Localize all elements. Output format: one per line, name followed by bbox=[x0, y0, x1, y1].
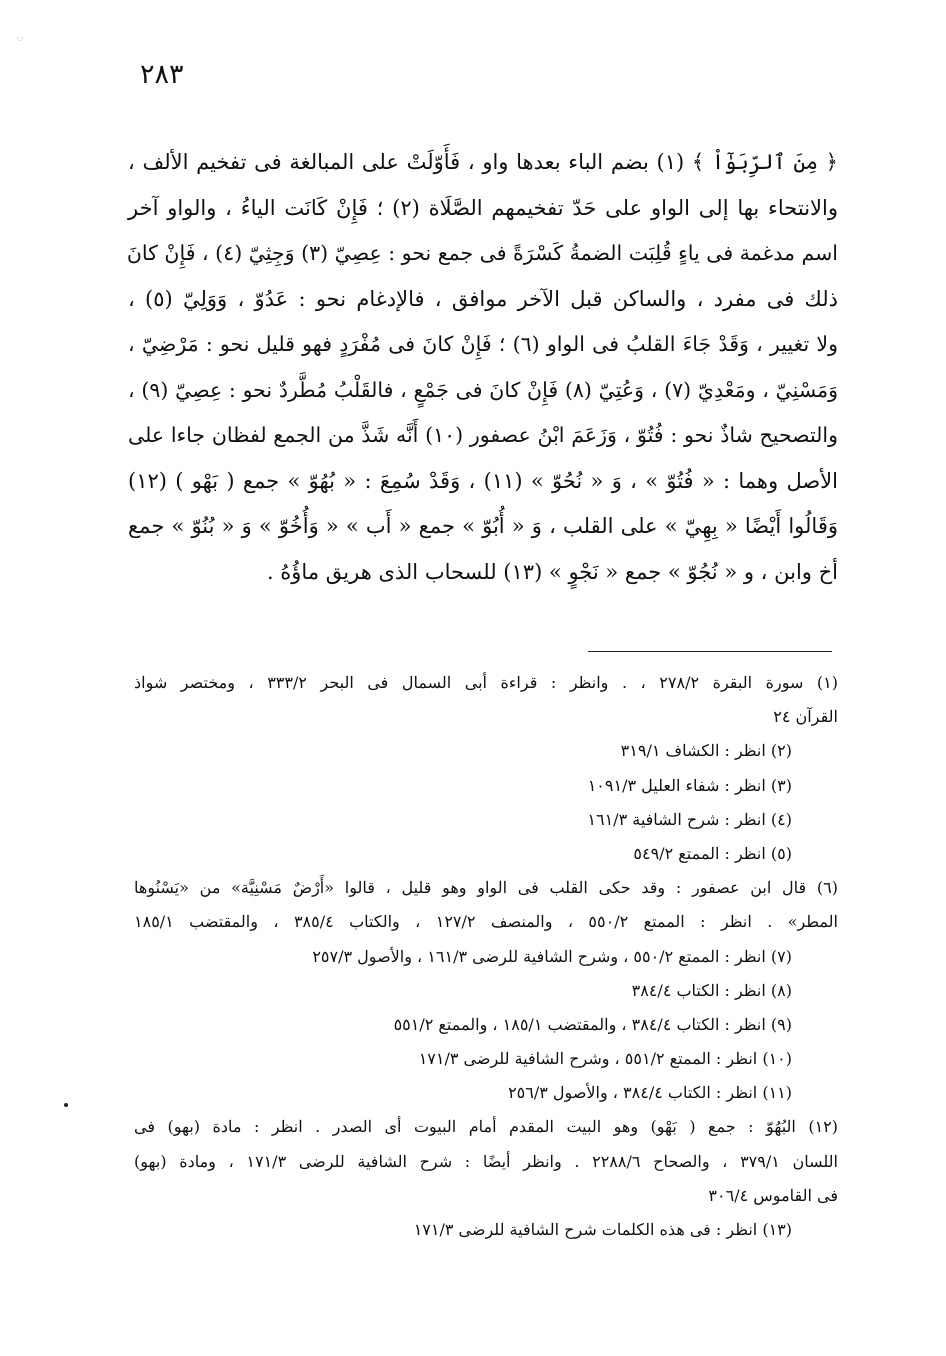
footnote-4: (٤) انظر : شرح الشافية ١٦١/٣ bbox=[587, 809, 792, 829]
footnote-10: (١٠) انظر : الممتع ٥٥١/٢ ، وشرح الشافية للرضى ١٧١/٣ bbox=[418, 1049, 792, 1069]
body-line-5: ولا تغيير ، وَقَدْ جَاءَ القلبُ فى الواو (٦) ؛ فَإِنْ كانَ فى مُفْرَدٍ فهو قليل نحو : مَرْضِيّ ، bbox=[128, 332, 838, 356]
footnote-9: (٩) انظر : الكتاب ٣٨٤/٤ ، والمقتضب ١٨٥/١ ، والممتع ٥٥١/٢ bbox=[393, 1014, 792, 1034]
main-text-body bbox=[128, 140, 838, 595]
body-line-3: اسم مدغمة فى ياءٍ قُلِبَت الضمةُ كَسْرَةً فى جمع نحو : عِصِيّ (٣) وَجِثِيّ (٤) ، فَإِنْ كانَ bbox=[126, 241, 838, 265]
body-line-2: والانتحاء بها إلى الواو على حَدّ تفخيمهم الصَّلَاة (٢) ؛ فَإِنْ كَانَت الياءُ ، والواو آخر bbox=[128, 195, 838, 220]
footnote-1-continuation: القرآن ٢٤ bbox=[773, 707, 838, 727]
footnote-2: (٢) انظر : الكشاف ٣١٩/١ bbox=[620, 741, 792, 761]
footnote-8: (٨) انظر : الكتاب ٣٨٤/٤ bbox=[631, 980, 792, 1000]
body-line-4: ذلك فى مفرد ، والساكن قبل الآخر موافق ، فالإدغام نحو : عَدُوّ ، وَوَلِيّ (٥) ، bbox=[128, 286, 838, 311]
footnote-3: (٣) انظر : شفاء العليل ١٠٩١/٣ bbox=[587, 775, 792, 795]
body-line-8: الأصل وهما : « فُتُوّ » ، وَ « نُحُوّ » (١١) ، وَقَدْ سُمِعَ : « بُهُوّ » جمع ( بَهْو ) (١٢) bbox=[128, 468, 838, 493]
body-line-10: أخ وابن ، و « نُجُوّ » جمع « نَجْوٍ » (١٣) للسحاب الذى هريق ماؤُهُ . bbox=[266, 559, 838, 584]
margin-dot bbox=[64, 1103, 68, 1107]
footnote-12-continuation: اللسان ٣٧٩/١ ، والصحاح ٢٢٨٨/٦ . وانظر أيضًا : شرح الشافية للرضى ١٧١/٣ ، ومادة (بهو) bbox=[134, 1151, 838, 1171]
body-line-1: ﴿ مِنَ ٱلرِّبَوٰٓاْ ﴾ (١) بضم الباء بعدها واو ، فَأَوّلَتْ على المبالغة فى تفخيم الألف ، bbox=[128, 150, 838, 174]
footnote-11: (١١) انظر : الكتاب ٣٨٤/٤ ، والأصول ٢٥٦/٣ bbox=[508, 1083, 792, 1103]
footnote-1: (١) سورة البقرة ٢٧٨/٢ ، . وانظر : قراءة أبى السمال فى البحر ٣٣٣/٢ ، ومختصر شواذ bbox=[134, 673, 838, 692]
footnote-separator bbox=[588, 651, 832, 652]
page-number: ٢٨٣ bbox=[140, 59, 184, 90]
footnote-12-continuation-2: فى القاموس ٣٠٦/٤ bbox=[708, 1185, 838, 1205]
footnotes-section bbox=[134, 666, 838, 1247]
body-line-6: وَمَسْنِيّ ، ومَعْدِيّ (٧) ، وَعُتِيّ (٨) فَإِنْ كانَ فى جَمْعٍ ، فالقَلْبُ مُطَّردٌ نحو : عِصِيّ (٩) ، bbox=[128, 377, 839, 402]
footnote-6-continuation: المطر» . انظر : الممتع ٥٥٠/٢ ، والمنصف ١٢٧/٢ ، والكتاب ٣٨٥/٤ ، والمقتضب ١٨٥/١ bbox=[134, 912, 838, 932]
scan-corner-mark: ·.· bbox=[16, 34, 24, 43]
footnote-12: (١٢) البُهُوّ : جمع ( بَهْو) وهو البيت المقدم أمام البيوت أى الصدر . انظر : مادة (بهو) فى bbox=[134, 1117, 838, 1137]
footnote-7: (٧) انظر : الممتع ٥٥٠/٢ ، وشرح الشافية للرضى ١٦١/٣ ، والأصول ٢٥٧/٣ bbox=[312, 946, 792, 966]
footnote-5: (٥) انظر : الممتع ٥٤٩/٢ bbox=[633, 843, 792, 863]
footnote-6: (٦) قال ابن عصفور : وقد حكى القلب فى الواو وهو قليل ، قالوا «أَرْضٌ مَسْنِيَّة» من «يَسْنُوها bbox=[134, 878, 838, 898]
body-line-9: وَقَالُوا أَيْضًا « بِهِيّ » على القلب ، وَ « أُبُوّ » جمع « أَب » « وَأُخُوّ » وَ « بُنُوّ » جمع bbox=[128, 514, 838, 538]
footnote-13: (١٣) انظر : فى هذه الكلمات شرح الشافية للرضى ١٧١/٣ bbox=[413, 1220, 792, 1239]
body-line-7: والتصحيح شاذٌ نحو : فُتُوّ ، وَزَعَمَ ابْنُ عصفور (١٠) أَنَّه شَذَّ من الجمع لفظان جاءا على bbox=[128, 423, 838, 447]
